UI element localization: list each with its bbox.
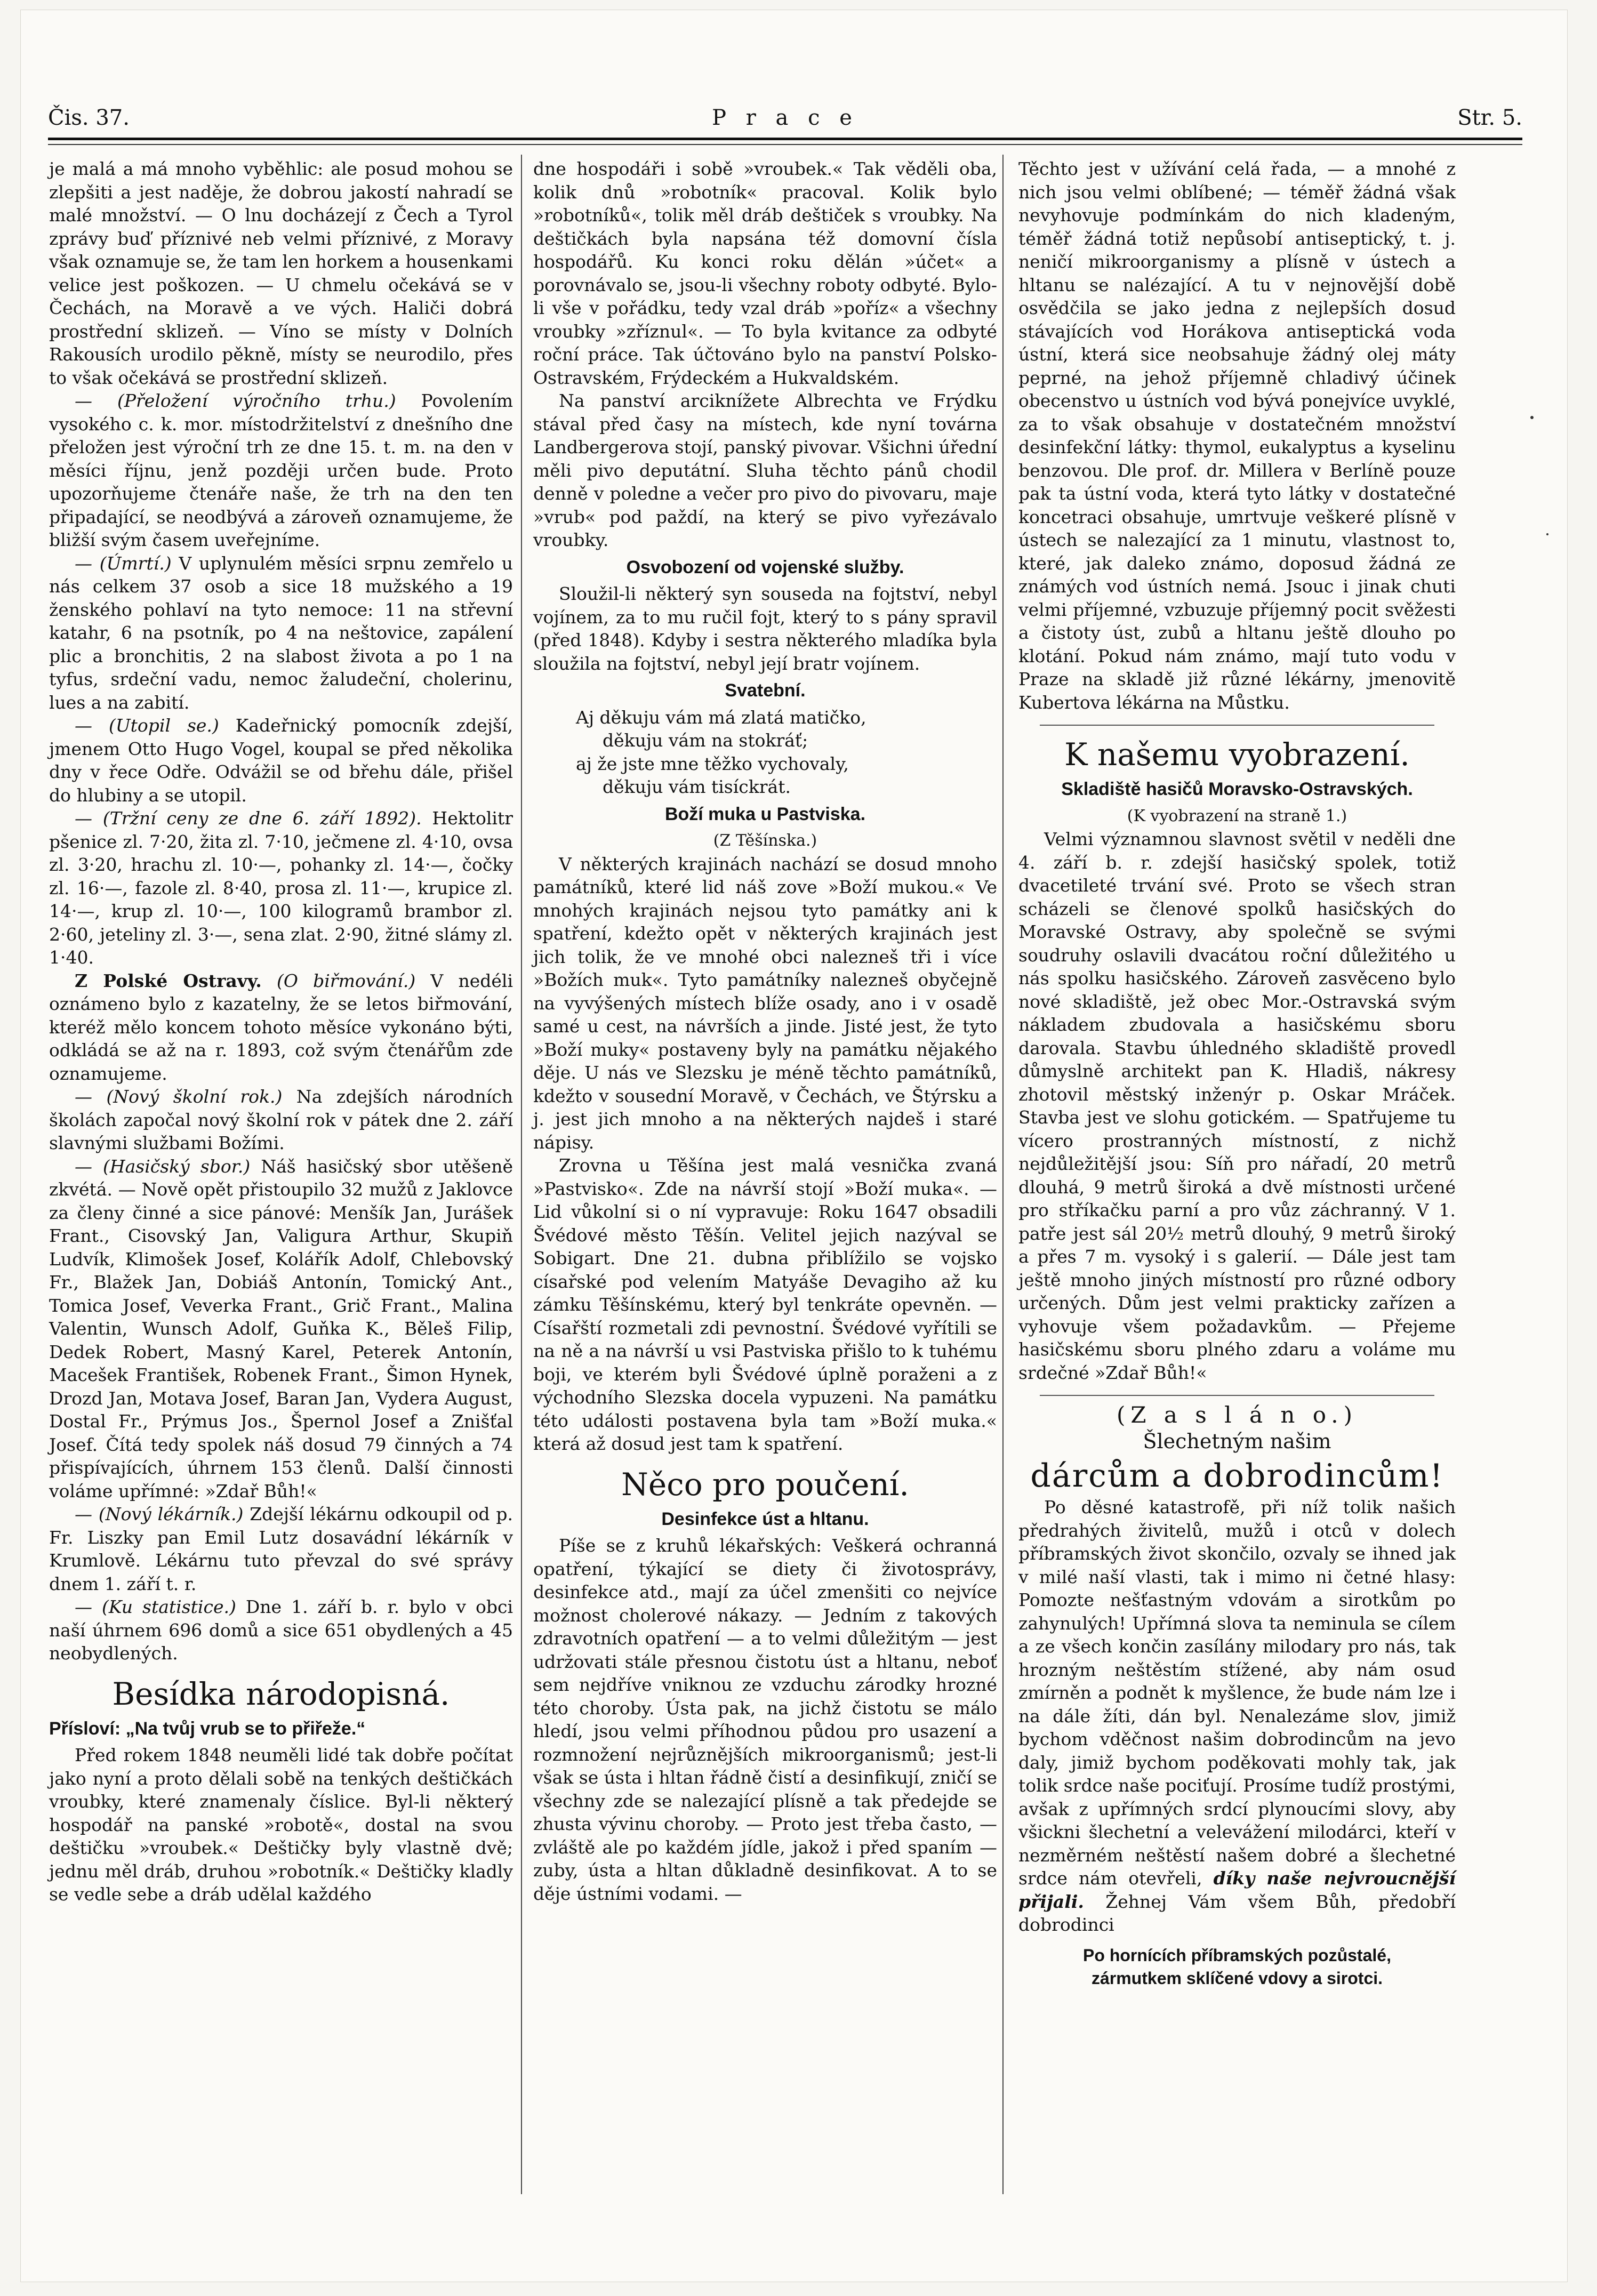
article-paragraph: Těchto jest v užívání celá řada, — a mnohé z nich jsou velmi oblíbené; — téměř žádná však nevyhovuje podmínkám do nich kladeným, téměř žádná totiž nepůsobí antiseptický, t. j. neničí mikroorganismy a plísně v ústech a hltanu se nalézající. A tu v nejnovější době osvědčila se jako jedna z nejlepších dosud stávajících vod Horákova antiseptická voda ústní, která sice neobsahuje žádný olej máty peprné, na jehož příjemně chladivý účinek obecenstvo u ústních vod bývá ponejvíce uvyklé, za to však obsahuje v dostatečném množství desinfekční látky: thymol, eukalyptus a kyselinu benzovou. Dle prof. dr. Millera v Berlíně pouze pak ta ústní voda, která tyto látky v dostatečné koncetraci obsahuje, umrtvuje veškeré plísně v ústech se nalezající za 1 minutu, vlastnost to, které, jak daleko známo, doposud žádná ze známých vod ústních nemá. Jsouc i jinak chuti velmi příjemné, vzbuzuje příjemný pocit svěžesti a čistoty úst, zubů a hltanu ještě dlouho po klotání. Pokud nám známo, mají tuto vodu v Praze na skladě již různé lékárny, jmenovitě Kubertova lékárna na Můstku.	[1018, 158, 1456, 713]
article-paragraph: dne hospodáři i sobě »vroubek.« Tak věděli oba, kolik dnů »robotník« pracoval. Kolik bylo »robotníků«, tolik měl dráb deštiček s vroubky. Na deštičkách byla napsána též domovní čísla hospodářů. Ku konci roku dělán »účet« a porovnávalo se, jsou-li všechny roboty odbyté. Bylo-li vše v pořádku, tedy vzal dráb »poříz« a všechny vroubky »zříznul«. — To byla kvitance za odbyté roční práce. Tak účtováno bylo na panství Polsko-Ostravském, Frýdeckém a Hukvaldském.	[533, 158, 997, 388]
poem-line: děkuju vám tisíckrát.	[603, 776, 791, 797]
poem-line: Aj děkuju vám má zlatá matičko,	[576, 707, 866, 728]
item-lead: — (Nový lékárník.)	[75, 1504, 244, 1524]
page-header	[48, 106, 1522, 148]
thanks-emphasis: díky naše nejvroucnější přijali.	[1018, 1868, 1456, 1912]
article-paragraph: Na panství arciknížete Albrechta ve Frýdku stával před časy na místech, kde nyní továrna Landbergerova stojí, panský pivovar. Všichni úřední měli pivo deputátní. Sluha těchto pánů chodil denně v poledne a večer pro pivo do pivovaru, maje »vrub« pod paždí, na který se pivo vyřezávalo vroubky.	[533, 390, 997, 550]
subheading: Skladiště hasičů Moravsko-Ostravských.	[1061, 779, 1413, 799]
article-paragraph	[49, 1155, 513, 1503]
page-number: Str. 5.	[1457, 106, 1522, 130]
article-paragraph: V některých krajinách nachází se dosud mnoho památníků, které lid náš zove »Boží mukou.« Ve mnohých krajinách nejsou tyto památky ani k spatření, kdežto opět v některých krajinách jest jich tolik, že ve mnohé obci nalezneš tři i více »Božích muk«. Tyto památníky nalezneš obyčejně na vyvýšených místech blíže osady, ano i v osadě samé u cest, na návrších a jinde. Jisté jest, že tyto »Boží muky« postaveny byly na památku nějakého děje. U nás ve Slezsku je méně těchto památníků, kdežto v sousední Moravě, v Čechách, ve Štýrsku a j. jest jich mnoho a na některých najdeš i staré nápisy.	[533, 853, 997, 1153]
article-paragraph	[1018, 1496, 1456, 1937]
column-1	[49, 157, 513, 1906]
item-lead-bold: Z Polské Ostravy.	[75, 970, 262, 991]
article-paragraph: Zrovna u Těšína jest malá vesnička zvaná »Pastvisko«. Zde na návrší stojí »Boží muka«. — Lid vůkolní si o ní vypravuje: Roku 1647 obsadili Švédové město Těšín. Velitel jejich nazýval se Sobigart. Dne 21. dubna přiblížilo se vojsko císařské pod velením Matyáše Devagiho až ku zámku Těšínskému, který byl tenkráte opevněn. — Císařští rozmetali zdi pevnostní. Švédové vyřítili se na ně a na návrší u vsi Pastviska přišlo to k tuhému boji, ve kterém byli Švédové úplně poraženi a z východního Slezska docela vypuzeni. Na památku této události postavena byla tam »Boží muka.« která až dosud jest tam k spatření.	[533, 1155, 997, 1454]
article-paragraph	[49, 1085, 513, 1155]
article-paragraph	[49, 1595, 513, 1665]
item-lead: — (Hasičský sbor.)	[75, 1155, 251, 1177]
header-rule-thin	[48, 144, 1522, 145]
greeting-line: Šlechetným našim	[1143, 1429, 1331, 1453]
item-text: V nedéli oznámeno bylo z kazatelny, že se letos biřmování, kteréž mělo koncem tohoto měsíce vykonáno býti, odkládá se až na r. 1893, což svým čtenářům zde oznamujeme.	[49, 970, 513, 1084]
ink-speck	[1546, 533, 1548, 535]
item-lead: — (Utopil se.)	[75, 715, 219, 736]
item-lead: — (Ku statistice.)	[75, 1596, 236, 1617]
article-paragraph: Sloužil-li některý syn souseda na fojtství, nebyl vojínem, za to mu ručil fojt, který to s pány spravil (před 1848). Kdyby i sestra některého mladíka byla sloužila na fojtství, nebyl její bratr vojínem.	[533, 583, 997, 674]
donors-title: dárcům a dobrodincům!	[1030, 1457, 1444, 1495]
article-paragraph	[49, 1503, 513, 1595]
article-paragraph: Velmi významnou slavnost světil v neděli dne 4. září b. r. zdejší hasičský spolek, totiž dvacetileté trvání své. Proto se všech stran scházeli se členové spolků hasičských do Moravské Ostravy, aby společně se svými soudruhy oslavili dvacátou roční důležitého u nás spolku hasičského. Zároveň zasvěceno bylo nové skladiště, jež obec Mor.-Ostravská svým nákladem zbudovala a hasičskému sboru darovala. Stavbu úhledného skladiště provedl důmyslně architekt pan K. Hladiš, nákresy zhotovil městský inženýr p. Oskar Mráček. Stavba jest ve slohu gotickém. — Spatřujeme tu vícero prostranných místností, z nichž nejdůležitější jsou: Síň pro nářadí, 20 metrů dlouhá, 9 metrů široká a dvě místnosti určené pro stříkačku parní a pro vůz záchranný. V 1. patře jest sál 20½ metrů dlouhý, 9 metrů široký a přes 7 m. vysoký i s galerií. — Dále jest tam ještě mnoho jiných místností pro různé odbory určených. Dům jest velmi prakticky zařízen a vyhovuje všem požadavkům. — Přejeme hasičskému sboru plného zdaru a voláme mu srdečné »Zdař Bůh!«	[1018, 829, 1456, 1383]
item-text: Na zdejších národních školách započal nový školní rok v pátek dne 2. září slavnými službami Božími.	[49, 1086, 513, 1153]
section-title: Něco pro poučení.	[621, 1466, 909, 1503]
signature-line: zármutkem sklíčené vdovy a sirotci.	[1091, 1969, 1383, 1988]
article-paragraph	[49, 389, 513, 552]
source-note: (Z Těšínska.)	[713, 831, 817, 850]
source-note: (K vyobrazení na straně 1.)	[1127, 806, 1347, 825]
item-lead: (O biřmování.)	[261, 970, 416, 991]
item-lead: — (Úmrtí.)	[75, 552, 172, 574]
item-text: Kadeřnický pomocník zdejší, jmenem Otto Hugo Vogel, koupal se před několika dny v řece Odře. Odvážil se od břehu dále, přišel do hlubiny a se utopil.	[49, 715, 513, 806]
section-rule	[1040, 1395, 1434, 1396]
article-paragraph	[49, 714, 513, 807]
signature-line: Po hornících příbramských pozůstalé,	[1083, 1945, 1391, 1965]
item-lead: — (Přeložení výročního trhu.)	[75, 390, 396, 411]
column-divider-1	[521, 155, 522, 2194]
article-paragraph	[49, 807, 513, 969]
poem-line: aj že jste mne těžko vychovaly,	[576, 753, 849, 774]
article-paragraph	[49, 969, 513, 1086]
article-paragraph	[49, 552, 513, 715]
subheading: Osvobození od vojenské služby.	[626, 557, 904, 577]
issue-number: Čis. 37.	[48, 106, 130, 130]
item-text: Zdejší lékárnu odkoupil od p. Fr. Liszky pan Emil Lutz dosavádní lékárník v Krumlově. Lékárnu tuto převzal do své správy dnem 1. září t. r.	[49, 1504, 513, 1594]
section-rule	[1040, 725, 1434, 726]
item-text: Povolením vysokého c. k. mor. místodržitelství z dnešního dne přeložen jest výroční trh ze dne 15. t. m. na den v měsíci říjnu, jenž později určen bude. Proto upozorňujeme čtenáře naše, že trh na den ten připadající, se neodbývá a zároveň oznamujeme, že bližší svým časem uveřejníme.	[49, 390, 513, 550]
column-divider-2	[1002, 155, 1004, 2194]
item-text: Žehnej Vám všem Bůh, předobří dobrodinci	[1018, 1891, 1456, 1935]
item-text: V uplynulém měsíci srpnu zemřelo u nás celkem 37 osob a sice 18 mužského a 19 ženského pohlaví na tyto nemoce: 11 na střevní katahr, 6 na psotník, po 4 na neštovice, zapálení plic a bronchitis, 2 na slabost života a po 1 na tyfus, srdeční vadu, nemoc žaludeční, cholerinu, lues a na zabití.	[49, 552, 513, 713]
proverb-heading: Přísloví: „Na tvůj vrub se to přiřeže.“	[49, 1718, 366, 1739]
zaslano-heading: (Z a s l á n o.)	[1116, 1402, 1358, 1428]
article-paragraph: je malá a má mnoho vyběhlic: ale posud mohou se zlepšiti a jest naděje, že dobrou jakostí nahradí se malé množství. — O lnu docházejí z Čech a Tyrol zprávy buď příznivé neb velmi příznivé, z Moravy však oznamuje se, že tam len horkem a housenkami velice jest poškozen. — U chmelu očekává se v Čechách, na Moravě a ve vých. Haliči dobrá prostřední sklizeň. — Víno se místy v Dolních Rakousích urodilo pěkně, místy se neurodilo, přes to však očekává se prostřední sklizeň.	[49, 158, 513, 388]
column-2	[533, 157, 997, 1905]
article-paragraph: Píše se z kruhů lékařských: Veškerá ochranná opatření, týkající se diety či životosprávy, desinfekce atd., mají za účel zmenšiti co nejvíce možnost cholerové nákazy. — Jedním z takových zdravotních opatření — a to velmi důležitým — jest udržovati stále přesnou čistotu úst a hltanu, neboť sem nejdříve vniknou ze vzduchu zárodky hrozné této choroby. Ústa pak, na jichž čistotu se málo hledí, jsou velmi příhodnou půdou pro usazení a rozmnožení nejrůznějších mikroorganismů; jest-li však se ústa i hltan řádně čistí a desinfikují, zničí se všechny zde se nalezající plísně a tak předejde se zhusta vývinu choroby. — Proto jest třeba často, — zvláště ale po každém jídle, jakož i před spaním — zuby, ústa a hltan důkladně desinfikovat. A to se děje ústními vodami. —	[533, 1535, 997, 1904]
item-text: Po děsné katastrofě, při níž tolik našich předrahých živitelů, mužů i otců v dolech příbramských život skončilo, ozvaly se ihned jak v milé naší vlasti, tak i mimo ni četné hlasy: Pomozte nešťastným vdovám a sirotkům po zahynulých! Upřímná slova ta neminula se cílem a ze všech končin zasílány milodary pro nás, tak hrozným neštěstím stížené, aby nám osud zmírněn a podnět k myšlence, že bude nám lze i na dále žíti, dán byl. Nenalezáme slov, jimiž bychom vděčnost našim dobrodincům na jevo daly, jimiž bychom poděkovati mohly tak, jak tolik srdce naše pociťují. Prosíme tudíž prostými, avšak z upřímných srdcí plynoucími slovy, aby všickni šlechetní a velevážení milodárci, kteří v nezměrném neštěstí našem dobré a šlechetné srdce nám otevřeli,	[1018, 1497, 1456, 1889]
poem-line: děkuju vám na stokráť;	[603, 730, 808, 751]
item-text: Náš hasičský sbor utěšeně zkvétá. — Nově opět přistoupilo 32 mužů z Jaklovce za členy činné a sice pánové: Menšík Jan, Jurášek Frant., Cisovský Jan, Valigura Arthur, Skupiň Ludvík, Klimošek Josef, Kolářík Adolf, Chlebovský Fr., Blažek Jan, Dobiáš Antonín, Tomický Ant., Tomica Josef, Veverka Frant., Grič Frant., Malina Valentin, Wunsch Adolf, Guňka K., Běleš Filip, Dedek Robert, Masný Karel, Peterek Antonín, Macešek František, Robenek Frant., Šimon Hynek, Drozd Jan, Motava Josef, Baran Jan, Vydera August, Dostal Fr., Prýmus Jos., Špernol Josef a Znišťal Josef. Čítá tedy spolek náš dosud 79 činných a 74 přispívajících, úhrnem 153 členů. Další činnosti voláme upřímné: »Zdař Bůh!«	[49, 1155, 513, 1502]
column-3	[1018, 157, 1456, 1990]
item-text: Dne 1. září b. r. bylo v obci naší úhrnem 696 domů a sice 651 obydlených a 45 neobydlených.	[49, 1596, 513, 1664]
ink-speck	[1530, 416, 1534, 419]
section-title: K našemu vyobrazení.	[1064, 736, 1410, 773]
article-paragraph: Před rokem 1848 neuměli lidé tak dobře počítat jako nyní a proto dělali sobě na tenkých deštičkách vroubky, které znamenaly číslice. Byl-li některý hospodář na panské »robotě«, dostal na svou deštičku »vroubek.« Deštičky byly vlastně dvě; jednu měl dráb, druhou »robotník.« Deštičky kladly se vedle sebe a dráb udělal každého	[49, 1745, 513, 1905]
item-lead: — (Nový školní rok.)	[75, 1086, 283, 1107]
item-lead: — (Tržní ceny ze dne 6. září 1892).	[75, 808, 422, 829]
subheading: Boží muka u Pastviska.	[664, 804, 866, 824]
newspaper-title: P r a c e	[712, 106, 858, 130]
subheading: Svatební.	[725, 680, 806, 701]
header-rule	[48, 138, 1522, 140]
item-text: Hektolitr pšenice zl. 7·20, žita zl. 7·10, ječmene zl. 4·10, ovsa zl. 3·20, hrachu zl. 10·—, pohanky zl. 14·—, čočky zl. 16·—, fazole zl. 8·40, prosa zl. 11·—, krupice zl. 14·—, krup zl. 10·—, 100 kilogramů brambor zl. 2·60, jeteliny zl. 3·—, sena zlat. 2·90, žitné slámy zl. 1·40.	[49, 808, 513, 968]
subheading: Desinfekce úst a hltanu.	[661, 1508, 869, 1529]
section-title: Besídka národopisná.	[112, 1675, 450, 1712]
